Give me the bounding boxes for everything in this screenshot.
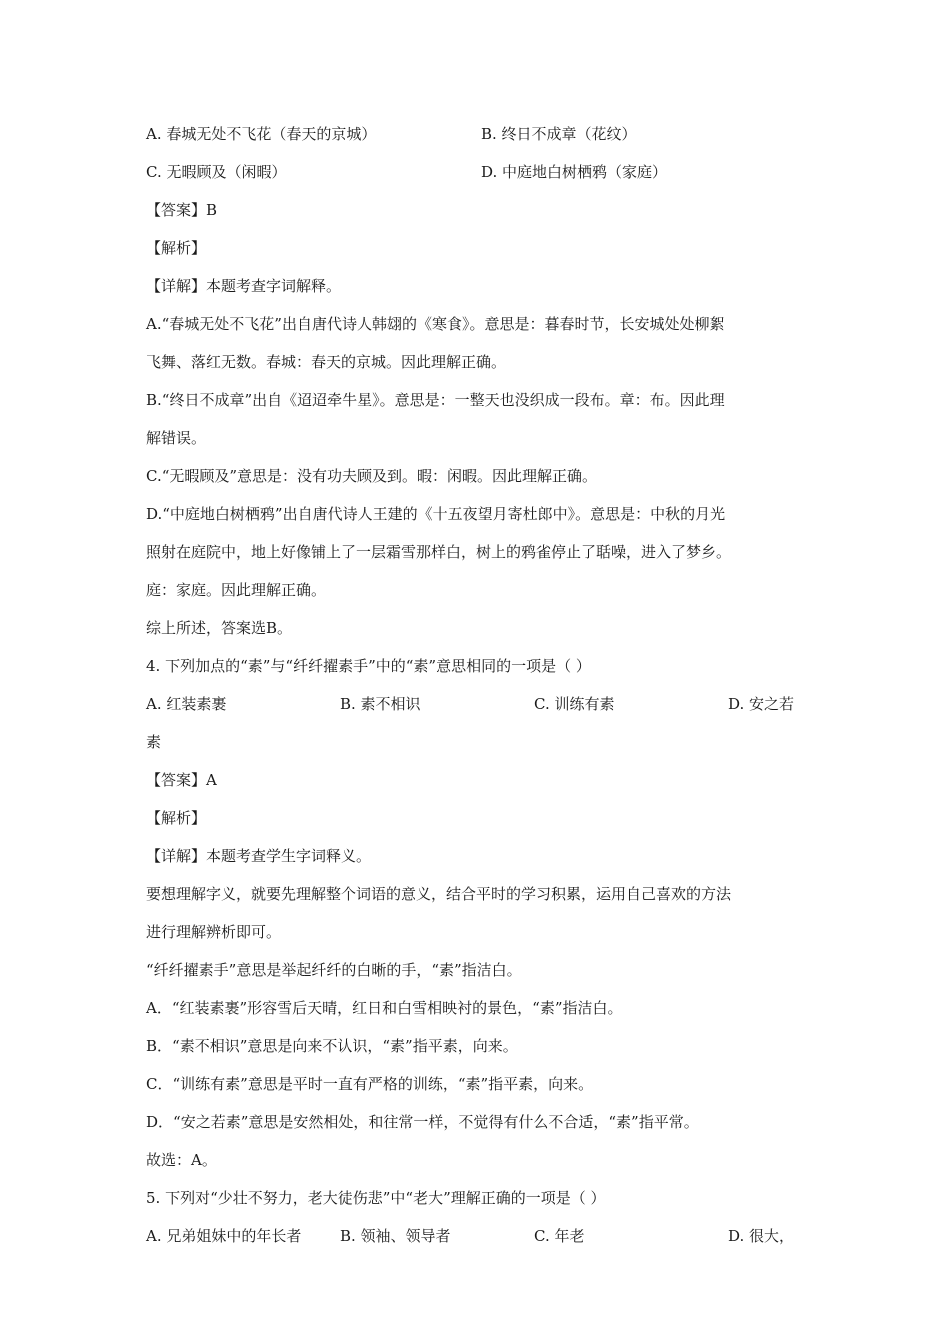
q3-option-d: D. 中庭地白树栖鸦（家庭）: [481, 163, 668, 181]
q3-options-row-1: [146, 120, 816, 158]
q4-explain-line: C．“训练有素”意思是平时一直有严格的训练，“素”指平素，向来。: [146, 1075, 594, 1093]
q5-option-d: D. 很大，: [728, 1227, 795, 1245]
q4-option-c: C. 训练有素: [534, 695, 615, 713]
q4-explain-line: 进行理解辨析即可。: [146, 923, 282, 941]
q4-explain-line: “纤纤擢素手”意思是举起纤纤的白晰的手，“素”指洁白。: [146, 961, 522, 979]
q5-option-a: A. 兄弟姐妹中的年长者: [146, 1227, 302, 1245]
q4-detail: 【详解】本题考查学生字词释义。: [146, 847, 372, 865]
q4-conclusion: 故选：A。: [146, 1151, 217, 1169]
q3-analysis-label: 【解析】: [146, 239, 207, 257]
q5-option-c: C. 年老: [534, 1227, 585, 1245]
q4-explain-line: B．“素不相识”意思是向来不认识，“素”指平素，向来。: [146, 1037, 518, 1055]
q3-detail: 【详解】本题考查字词解释。: [146, 277, 342, 295]
q4-options-row: [146, 690, 816, 728]
q3-option-c: C. 无暇顾及（闲暇）: [146, 163, 287, 181]
q3-explain-line: D.“中庭地白树栖鸦”出自唐代诗人王建的《十五夜望月寄杜郎中》。意思是：中秋的月光: [146, 505, 726, 523]
q4-explain-line: A．“红装素裹”形容雪后天晴，红日和白雪相映衬的景色，“素”指洁白。: [146, 999, 623, 1017]
document-page: [146, 120, 816, 1260]
q5-option-b: B. 领袖、领导者: [340, 1227, 451, 1245]
q3-option-b: B. 终日不成章（花纹）: [481, 125, 637, 143]
q4-option-b: B. 素不相识: [340, 695, 421, 713]
q4-option-d: D. 安之若: [728, 695, 795, 713]
q5-stem: 5. 下列对“少壮不努力，老大徒伤悲”中“老大”理解正确的一项是（ ）: [146, 1189, 606, 1207]
q3-explain-line: 解错误。: [146, 429, 207, 447]
q4-analysis-label: 【解析】: [146, 809, 207, 827]
q4-option-d-wrap: 素: [146, 733, 162, 751]
q4-explain-line: D．“安之若素”意思是安然相处，和往常一样，不觉得有什么不合适，“素”指平常。: [146, 1113, 699, 1131]
q3-explain-line: 飞舞、落红无数。春城：春天的京城。因此理解正确。: [146, 353, 507, 371]
q4-stem: 4. 下列加点的“素”与“纤纤擢素手”中的“素”意思相同的一项是（ ）: [146, 657, 591, 675]
q3-explain-line: B.“终日不成章”出自《迢迢牵牛星》。意思是：一整天也没织成一段布。章：布。因此理: [146, 391, 725, 409]
q3-explain-line: 庭：家庭。因此理解正确。: [146, 581, 327, 599]
q3-explain-line: A.“春城无处不飞花”出自唐代诗人韩翃的《寒食》。意思是：暮春时节，长安城处处柳絮: [146, 315, 725, 333]
q3-option-a: A. 春城无处不飞花（春天的京城）: [146, 125, 377, 143]
q3-answer: 【答案】B: [146, 201, 218, 219]
q3-explain-line: C.“无暇顾及”意思是：没有功夫顾及到。暇：闲暇。因此理解正确。: [146, 467, 598, 485]
q3-options-row-2: [146, 158, 816, 196]
q4-explain-line: 要想理解字义，就要先理解整个词语的意义，结合平时的学习积累，运用自己喜欢的方法: [146, 885, 732, 903]
q3-conclusion: 综上所述，答案选B。: [146, 619, 293, 637]
q4-option-a: A. 红装素裹: [146, 695, 227, 713]
q5-options-row: [146, 1222, 816, 1260]
q4-answer: 【答案】A: [146, 771, 217, 789]
q3-explain-line: 照射在庭院中，地上好像铺上了一层霜雪那样白，树上的鸦雀停止了聒噪，进入了梦乡。: [146, 543, 732, 561]
